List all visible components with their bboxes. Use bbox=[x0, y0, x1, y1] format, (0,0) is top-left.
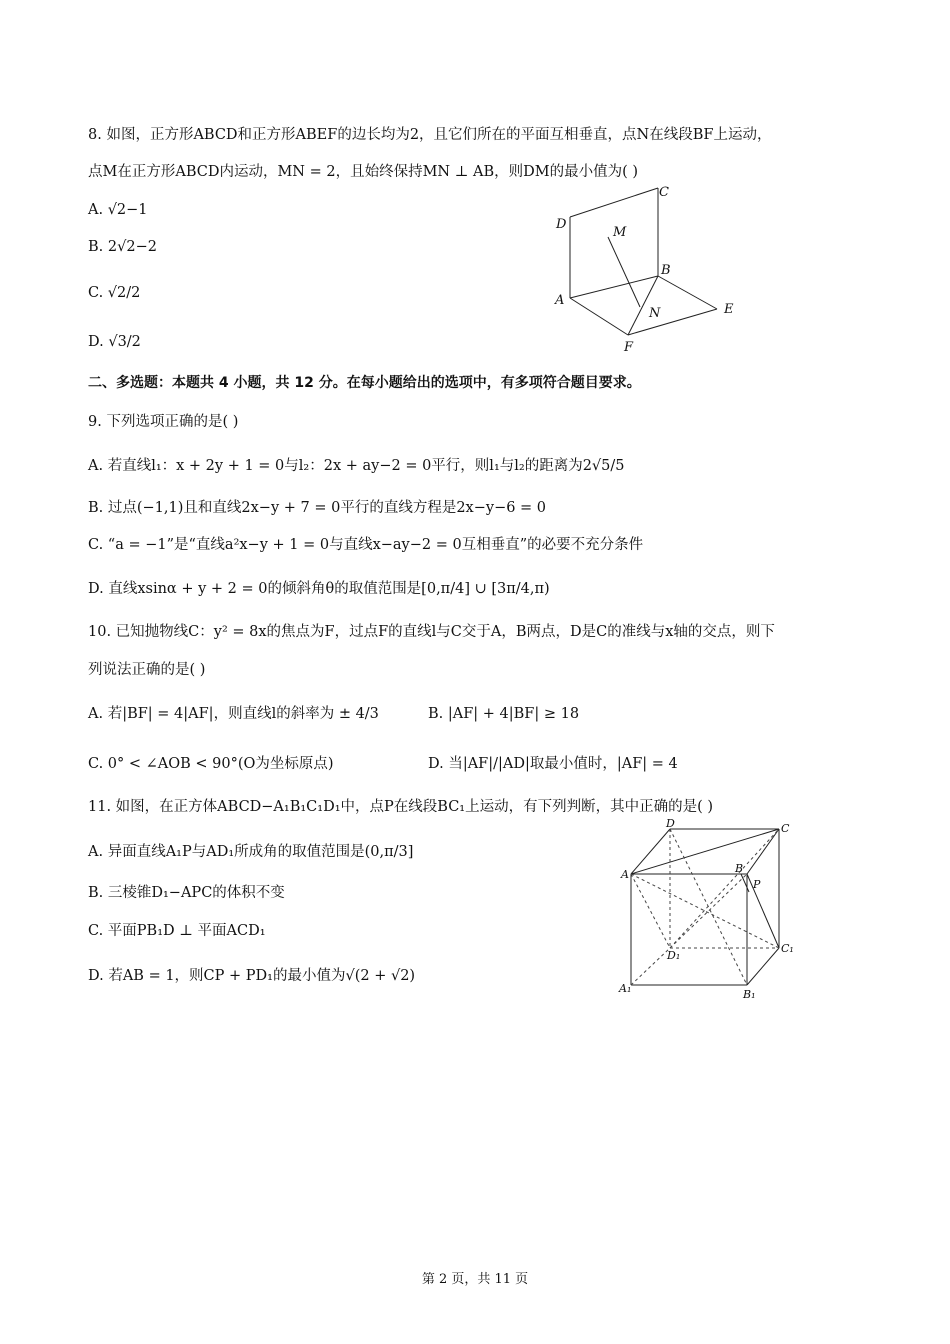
q8-label-c: C bbox=[659, 185, 669, 200]
q10-stem-line1: 10. 已知抛物线C：y² = 8x的焦点为F，过点F的直线l与C交于A，B两点，D是C的准线与x轴的交点，则下 bbox=[88, 624, 775, 640]
q8-option-d: D. √3/2 bbox=[88, 334, 141, 350]
q8-option-c: C. √2/2 bbox=[88, 285, 141, 301]
q8-option-a: A. √2−1 bbox=[88, 202, 148, 218]
q10-stem-line2: 列说法正确的是( ) bbox=[88, 662, 206, 678]
section-multiple-choice-heading: 二、多选题：本题共 4 小题，共 12 分。在每小题给出的选项中，有多项符合题目要求。 bbox=[88, 375, 641, 391]
q8-label-d: D bbox=[556, 217, 567, 232]
q9-option-d: D. 直线xsinα + y + 2 = 0的倾斜角θ的取值范围是[0,π/4] ∪ [3π/4,π) bbox=[88, 581, 550, 597]
q8-label-f: F bbox=[624, 340, 634, 355]
q11-stem: 11. 如图，在正方体ABCD−A₁B₁C₁D₁中，点P在线段BC₁上运动，有下列判断，其中正确的是( ) bbox=[88, 799, 714, 815]
q9-option-b: B. 过点(−1,1)且和直线2x−y + 7 = 0平行的直线方程是2x−y−6 = 0 bbox=[88, 500, 547, 516]
page-footer: 第 2 页，共 11 页 bbox=[421, 1272, 529, 1287]
q11-label-c: C bbox=[781, 822, 790, 835]
q10-option-b: B. |AF| + 4|BF| ≥ 18 bbox=[428, 706, 580, 722]
q9-option-a: A. 若直线l₁：x + 2y + 1 = 0与l₂：2x + ay−2 = 0平行，则l₁与l₂的距离为2√5/5 bbox=[88, 458, 625, 474]
q11-label-d: D bbox=[666, 818, 675, 830]
q11-label-d1: D₁ bbox=[667, 949, 681, 962]
q8-label-e: E bbox=[724, 302, 734, 317]
q8-stem-line2: 点M在正方形ABCD内运动，MN = 2，且始终保持MN ⊥ AB，则DM的最小值为( ) bbox=[88, 164, 638, 180]
q11-option-d: D. 若AB = 1，则CP + PD₁的最小值为√(2 + √2) bbox=[88, 968, 416, 984]
q9-stem: 9. 下列选项正确的是( ) bbox=[88, 414, 239, 430]
q8-stem-line1: 8. 如图，正方形ABCD和正方形ABEF的边长均为2，且它们所在的平面互相垂直，点N在线段BF上运动， bbox=[88, 127, 772, 143]
q8-label-n: N bbox=[649, 306, 661, 321]
q11-label-a1: A₁ bbox=[619, 982, 632, 995]
q11-label-a: A bbox=[621, 868, 629, 881]
q11-label-c1: C₁ bbox=[781, 942, 794, 955]
q10-option-d: D. 当|AF|/|AD|取最小值时，|AF| = 4 bbox=[428, 756, 678, 772]
q11-option-b: B. 三棱锥D₁−APC的体积不变 bbox=[88, 885, 285, 901]
q8-option-b: B. 2√2−2 bbox=[88, 239, 157, 255]
q9-option-c: C. “a = −1”是“直线a²x−y + 1 = 0与直线x−ay−2 = 0互相垂直”的必要不充分条件 bbox=[88, 537, 644, 553]
q8-figure bbox=[545, 180, 745, 355]
q11-label-b: B bbox=[735, 862, 744, 875]
q11-figure bbox=[615, 818, 800, 1008]
q11-option-a: A. 异面直线A₁P与AD₁所成角的取值范围是(0,π/3] bbox=[88, 844, 414, 860]
q8-label-b: B bbox=[661, 263, 671, 278]
q10-option-a: A. 若|BF| = 4|AF|，则直线l的斜率为 ± 4/3 bbox=[88, 706, 379, 722]
q11-label-b1: B₁ bbox=[743, 988, 756, 1001]
q11-label-p: P bbox=[753, 878, 761, 891]
q11-option-c: C. 平面PB₁D ⊥ 平面ACD₁ bbox=[88, 923, 266, 939]
q10-option-c: C. 0° < ∠AOB < 90°(O为坐标原点) bbox=[88, 756, 334, 772]
q8-label-m: M bbox=[613, 225, 627, 240]
q8-label-a: A bbox=[555, 293, 565, 308]
